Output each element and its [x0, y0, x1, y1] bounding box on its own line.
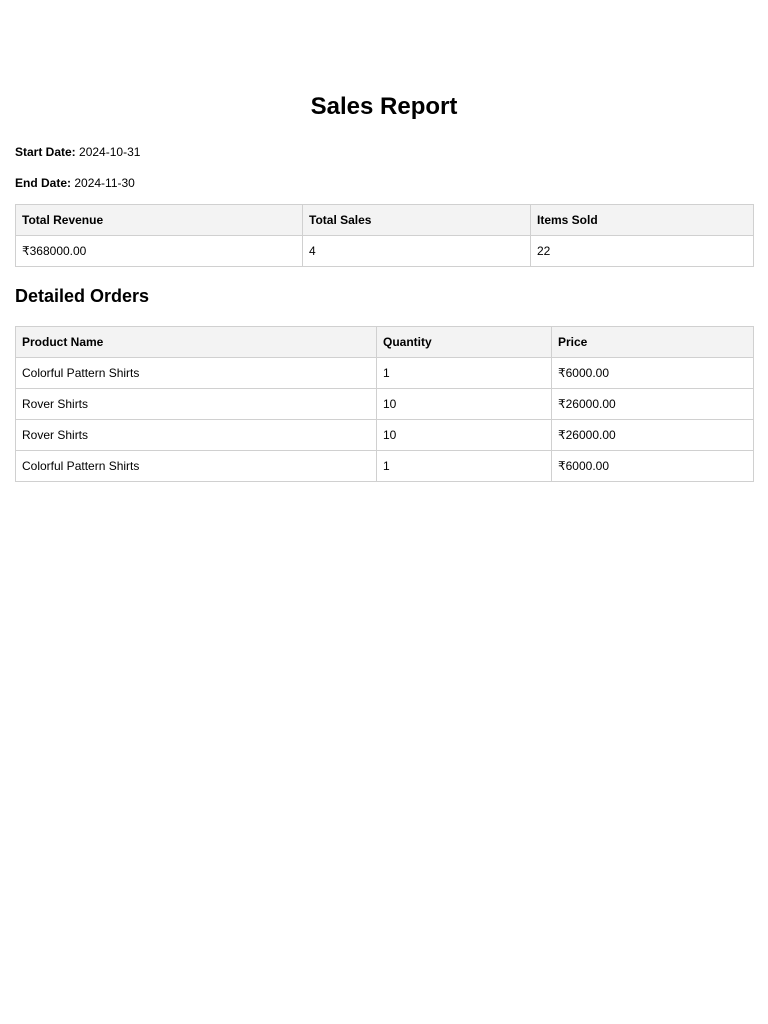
- end-date-label: End Date:: [15, 176, 72, 190]
- product-name-cell: Colorful Pattern Shirts: [16, 358, 377, 389]
- summary-items-sold: 22: [531, 236, 754, 267]
- summary-total-sales: 4: [303, 236, 531, 267]
- table-row: [16, 451, 754, 482]
- price-cell: ₹26000.00: [552, 389, 754, 420]
- detailed-orders-heading: Detailed Orders: [15, 286, 150, 306]
- orders-header-price: Price: [552, 327, 754, 358]
- summary-total-revenue: ₹368000.00: [16, 236, 303, 267]
- table-row: [16, 358, 754, 389]
- orders-header-row: [16, 327, 754, 358]
- price-cell: ₹26000.00: [552, 420, 754, 451]
- end-date-value: 2024-11-30: [74, 176, 135, 190]
- table-row: [16, 420, 754, 451]
- summary-table: [15, 204, 754, 267]
- summary-header-items-sold: Items Sold: [531, 205, 754, 236]
- price-cell: ₹6000.00: [552, 451, 754, 482]
- orders-table: [15, 326, 754, 482]
- price-cell: ₹6000.00: [552, 358, 754, 389]
- product-name-cell: Colorful Pattern Shirts: [16, 451, 377, 482]
- table-row: [16, 389, 754, 420]
- start-date-label: Start Date:: [15, 145, 76, 159]
- summary-header-total-revenue: Total Revenue: [16, 205, 303, 236]
- summary-header-row: [16, 205, 754, 236]
- end-date: [15, 175, 753, 191]
- quantity-cell: 10: [377, 389, 552, 420]
- summary-header-total-sales: Total Sales: [303, 205, 531, 236]
- summary-row: [16, 236, 754, 267]
- page-title: Sales Report: [310, 93, 458, 120]
- orders-header-quantity: Quantity: [377, 327, 552, 358]
- start-date-value: 2024-10-31: [79, 145, 141, 159]
- quantity-cell: 10: [377, 420, 552, 451]
- product-name-cell: Rover Shirts: [16, 389, 377, 420]
- product-name-cell: Rover Shirts: [16, 420, 377, 451]
- start-date: [15, 144, 753, 160]
- quantity-cell: 1: [377, 358, 552, 389]
- orders-header-product-name: Product Name: [16, 327, 377, 358]
- quantity-cell: 1: [377, 451, 552, 482]
